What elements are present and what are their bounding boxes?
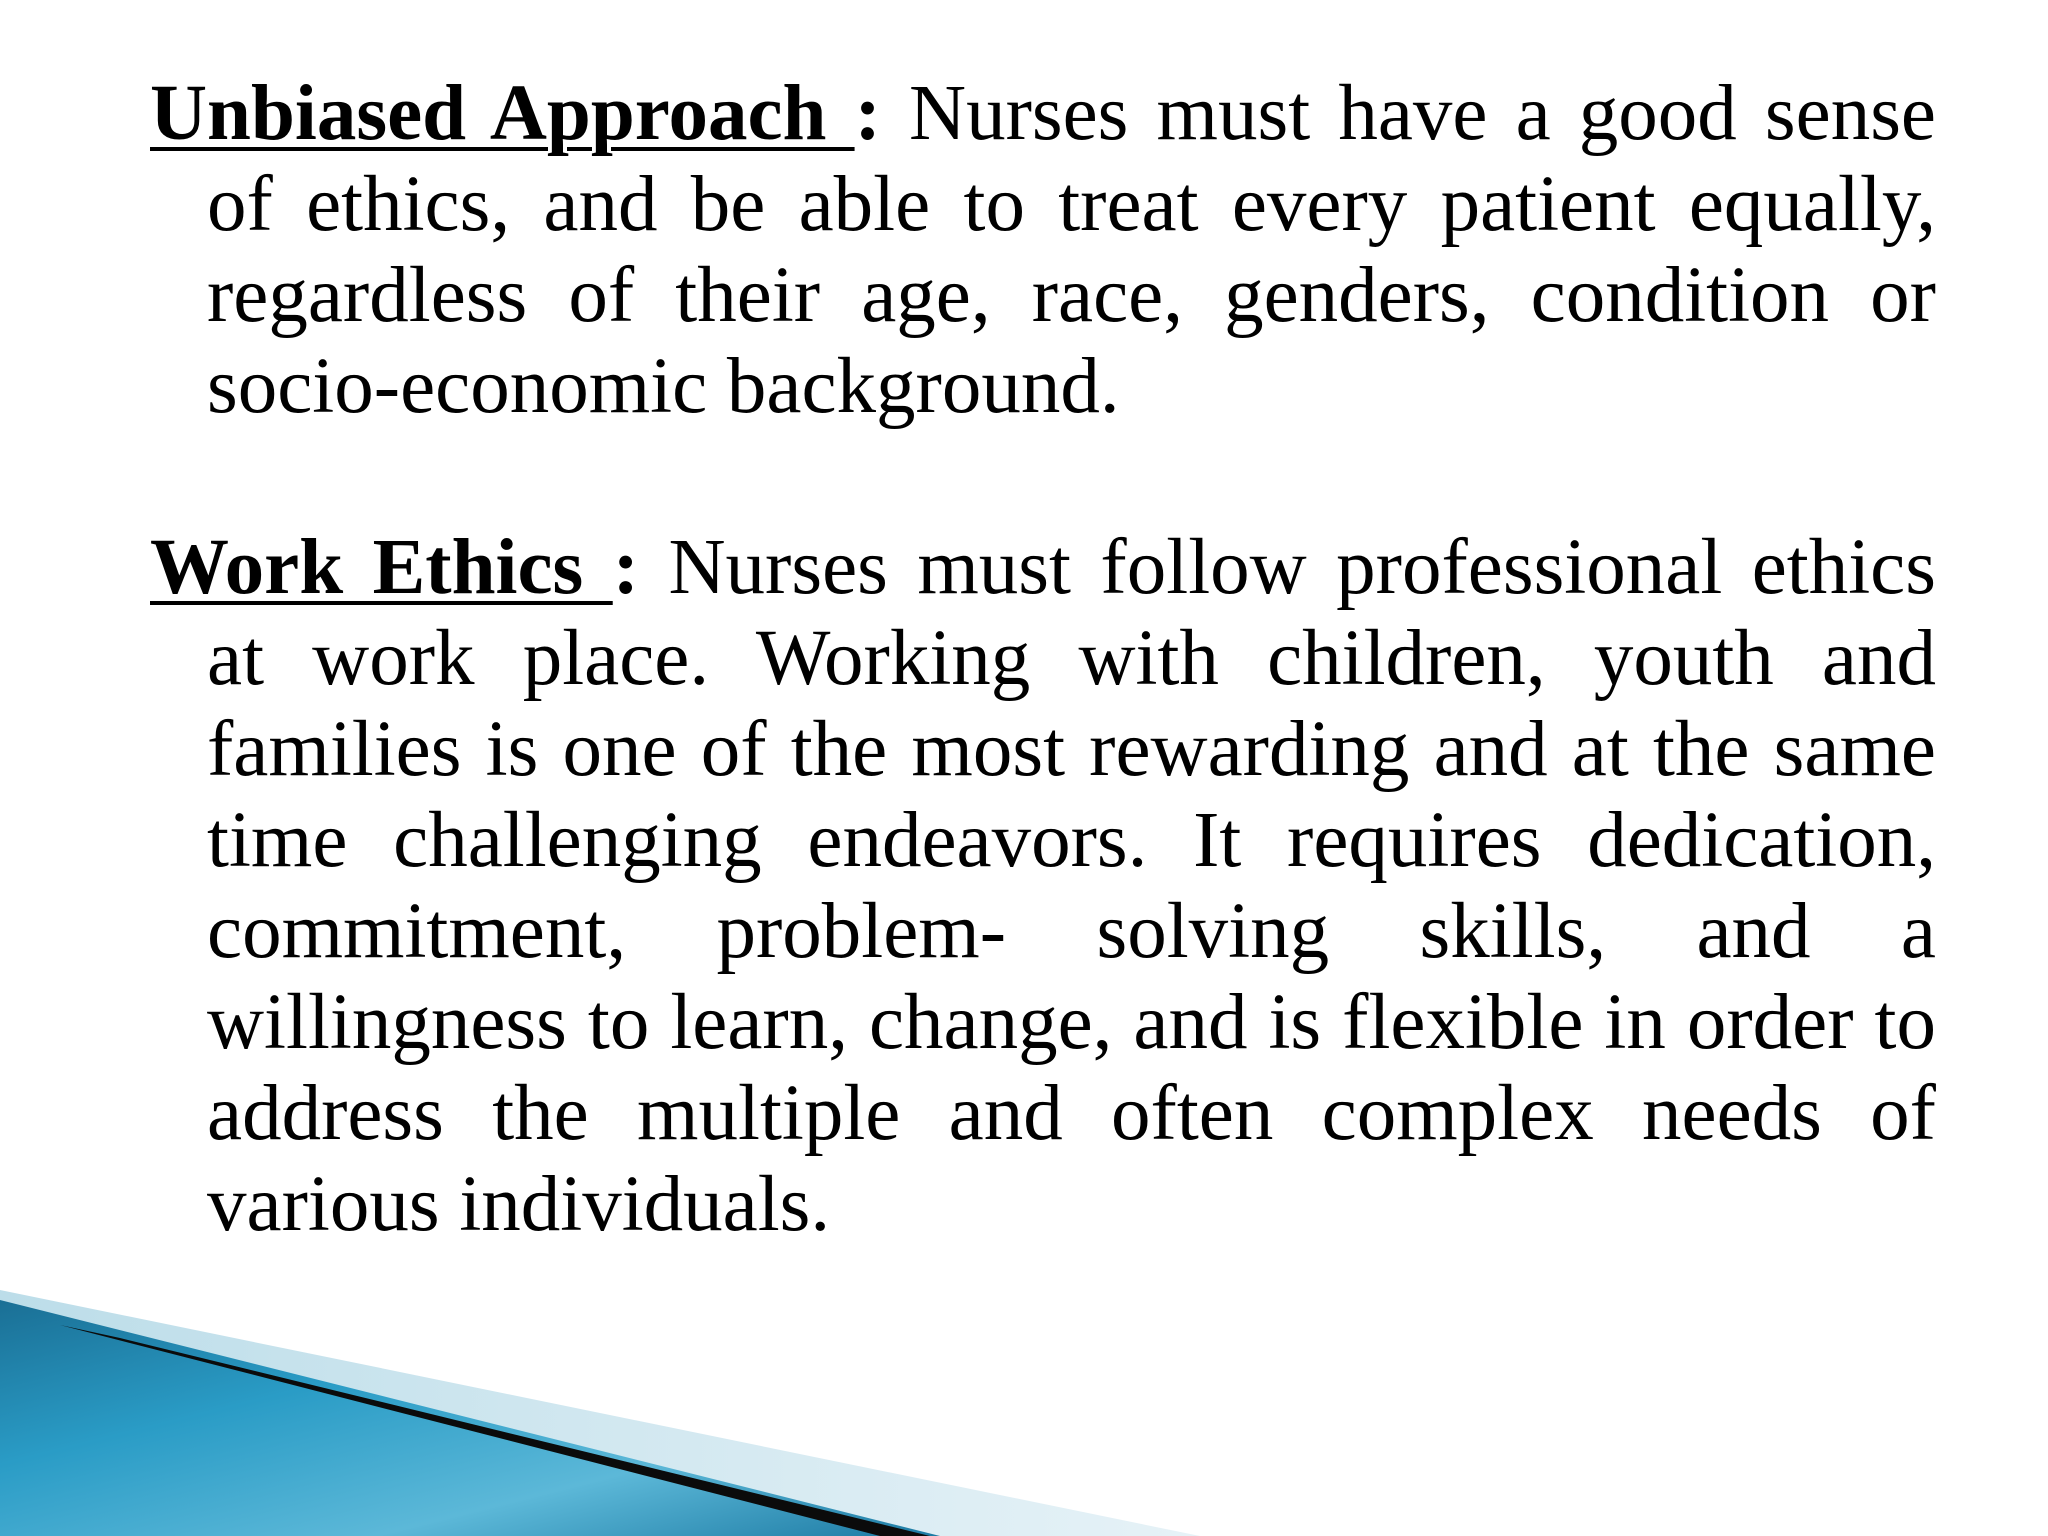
paragraph-unbiased-approach — [150, 68, 1936, 432]
term-heading: Work Ethics — [150, 524, 613, 611]
teal-wedge — [0, 1300, 940, 1536]
dark-stripe — [60, 1325, 930, 1536]
term-heading: Unbiased Approach — [150, 70, 855, 157]
slide-body — [150, 68, 1936, 1250]
term-separator: : — [612, 524, 640, 611]
light-band — [0, 1290, 1200, 1536]
term-separator: : — [854, 70, 881, 157]
paragraph-text: Nurses must have a good sense of ethics, and be able to treat every patient equally, regardless of their age, race, genders, condition or socio-economic background. — [207, 70, 1936, 430]
paragraph-text: Nurses must follow professional ethics at work place. Working with children, youth and families is one of the most rewarding and at the same time challenging endeavors. It requires dedication, commitment, problem- solving skills, and a willingness to learn, change, and is flexible in order to address the multiple and often complex needs of various individuals. — [207, 524, 1936, 1248]
paragraph-work-ethics — [150, 522, 1936, 1250]
